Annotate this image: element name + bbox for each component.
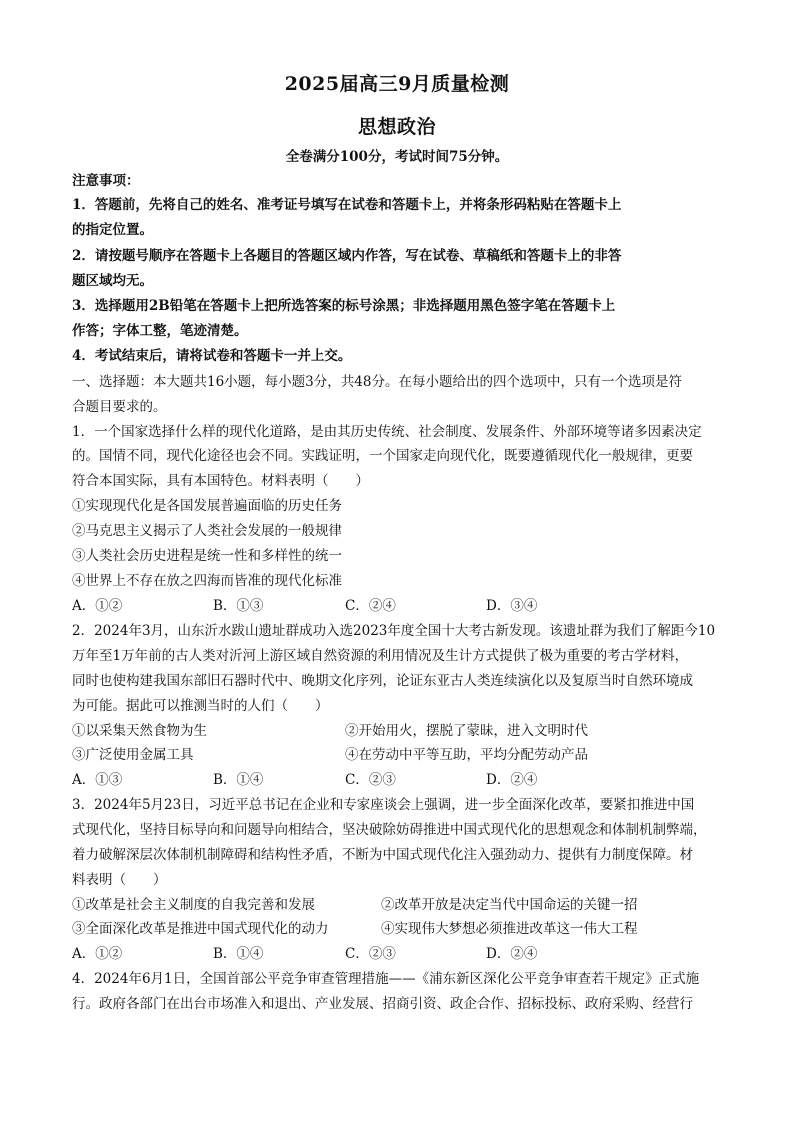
- q2-option-b: B．①④: [213, 772, 264, 788]
- question-3-stem: 着力破解深层次体制机制障碍和结构性矛盾，不断为中国式现代化注入强劲动力、提供有力制度保障。材: [72, 847, 693, 863]
- question-1-stem: 1．一个国家选择什么样的现代化道路，是由其历史传统、社会制度、发展条件、外部环境等诸多因素决定: [72, 424, 702, 440]
- section-instructions: 合题目要求的。: [72, 399, 167, 415]
- question-1-stem: 的。国情不同，现代化途径也会不同。实践证明，一个国家走向现代化，既要遵循现代化一般规律，更要: [72, 448, 693, 464]
- q1-option-d: D．③④: [486, 598, 538, 614]
- question-1-item: ④世界上不存在放之四海而皆准的现代化标准: [72, 573, 342, 589]
- question-1-item: ③人类社会历史进程是统一性和多样性的统一: [72, 548, 342, 564]
- note-line: 3．选择题用2B铅笔在答题卡上把所选答案的标号涂黑；非选择题用黑色签字笔在答题卡上: [72, 298, 616, 314]
- note-line: 作答；字体工整，笔迹清楚。: [72, 323, 248, 339]
- question-3-stem: 料表明（ ）: [72, 872, 167, 888]
- q3-option-b: B．①④: [213, 946, 264, 962]
- q3-option-a: A．①②: [72, 946, 123, 962]
- note-line: 2．请按题号顺序在答题卡上各题目的答题区域内作答，写在试卷、草稿纸和答题卡上的非答: [72, 248, 622, 264]
- question-2-item: ②开始用火，摆脱了蒙昧，进入文明时代: [345, 723, 588, 739]
- question-2-stem: 2．2024年3月，山东沂水跋山遗址群成功入选2023年度全国十大考古新发现。该遗址群为我们了解距今10: [72, 623, 716, 639]
- question-2-stem: 万年至1万年前的古人类对沂河上游区域自然资源的利用情况及生计方式提供了极为重要的考古学材料，: [72, 648, 689, 664]
- q3-option-c: C．②③: [345, 946, 396, 962]
- note-line: 4．考试结束后，请将试卷和答题卡一并上交。: [72, 348, 352, 364]
- note-line: 1．答题前，先将自己的姓名、准考证号填写在试卷和答题卡上，并将条形码粘贴在答题卡上: [72, 197, 622, 213]
- question-4-stem: 4．2024年6月1日，全国首部公平竞争审查管理措施——《浦东新区深化公平竞争审查若干规定》正式施: [72, 971, 700, 987]
- question-3-stem: 3．2024年5月23日，习近平总书记在企业和专家座谈会上强调，进一步全面深化改革，要紧扣推进中国: [72, 797, 695, 813]
- q1-option-a: A．①②: [72, 598, 123, 614]
- question-1-item: ②马克思主义揭示了人类社会发展的一般规律: [72, 523, 342, 539]
- exam-title: 2025届高三9月质量检测: [284, 73, 510, 95]
- question-1-stem: 符合本国实际，具有本国特色。材料表明（ ）: [72, 473, 369, 489]
- question-4-stem: 行。政府各部门在出台市场准入和退出、产业发展、招商引资、政企合作、招标投标、政府采购、经营行: [72, 996, 693, 1012]
- question-2-item: ①以采集天然食物为生: [72, 723, 207, 739]
- q2-option-d: D．②④: [486, 772, 538, 788]
- exam-info: 全卷满分100分，考试时间75分钟。: [285, 149, 509, 165]
- question-2-stem: 同时也使构建我国东部旧石器时代中、晚期文化序列，论证东亚古人类连续演化以及复原当时自然环境成: [72, 673, 693, 689]
- question-3-item: ①改革是社会主义制度的自我完善和发展: [72, 897, 315, 913]
- q1-option-c: C．②④: [345, 598, 396, 614]
- section-instructions: 一、选择题：本大题共16小题，每小题3分，共48分。在每小题给出的四个选项中，只有一个选项是符: [72, 374, 682, 390]
- question-1-item: ①实现现代化是各国发展普遍面临的历史任务: [72, 498, 342, 514]
- question-2-item: ④在劳动中平等互助，平均分配劳动产品: [345, 747, 588, 763]
- note-line: 的指定位置。: [72, 222, 153, 238]
- question-2-stem: 为可能。据此可以推测当时的人们（ ）: [72, 698, 329, 714]
- question-3-item: ②改革开放是决定当代中国命运的关键一招: [381, 897, 638, 913]
- q2-option-a: A．①③: [72, 772, 123, 788]
- question-3-item: ④实现伟大梦想必须推进改革这一伟大工程: [381, 921, 638, 937]
- question-3-item: ③全面深化改革是推进中国式现代化的动力: [72, 921, 329, 937]
- question-2-item: ③广泛使用金属工具: [72, 747, 194, 763]
- q2-option-c: C．②③: [345, 772, 396, 788]
- question-3-stem: 式现代化，坚持目标导向和问题导向相结合，坚决破除妨碍推进中国式现代化的思想观念和体制机制弊端，: [72, 822, 707, 838]
- q1-option-b: B．①③: [213, 598, 264, 614]
- q3-option-d: D．②④: [486, 946, 538, 962]
- notes-heading: 注意事项：: [72, 173, 140, 189]
- subject-title: 思想政治: [357, 116, 436, 138]
- note-line: 题区域均无。: [72, 273, 153, 289]
